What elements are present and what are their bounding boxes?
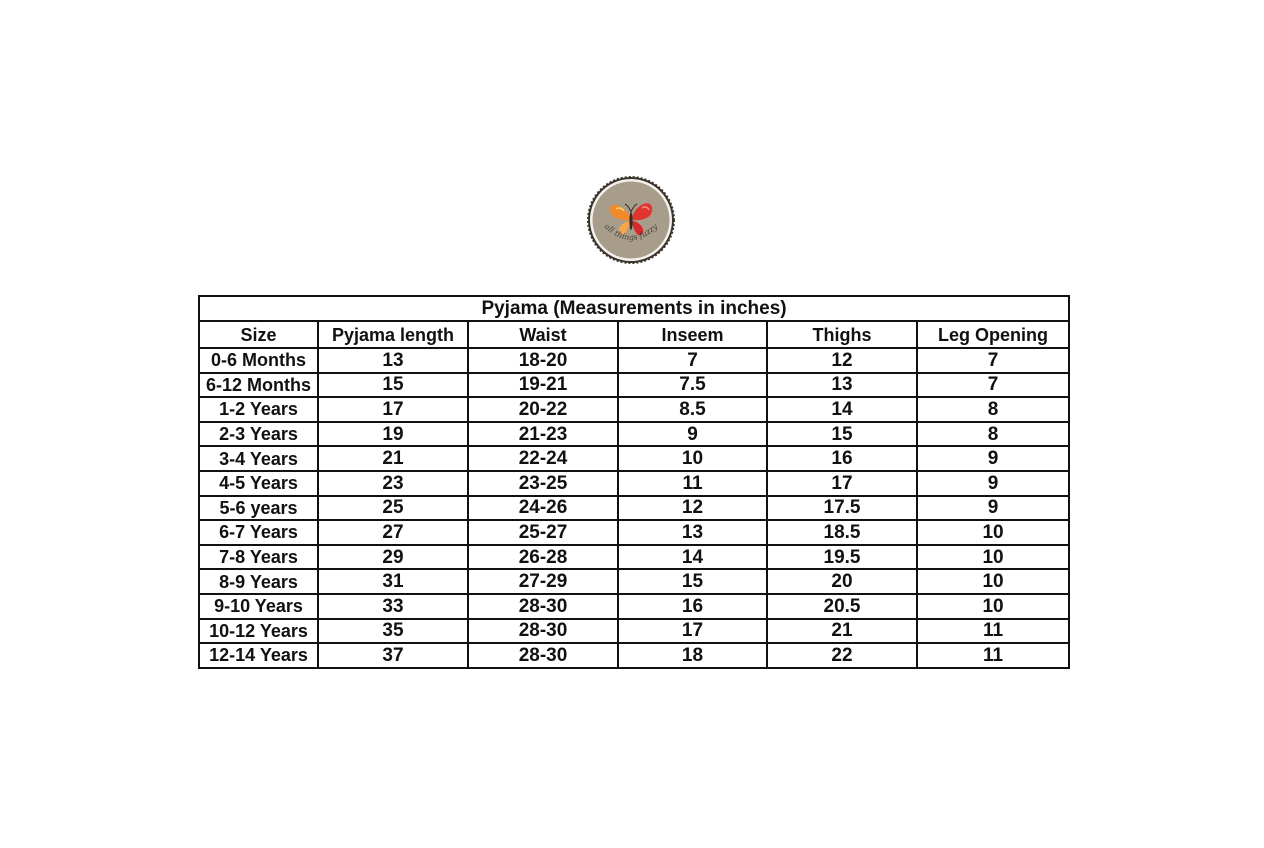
cell-pyjama-length: 13: [318, 348, 468, 373]
table-row: [199, 397, 1069, 422]
cell-waist: 26-28: [468, 545, 618, 570]
cell-thighs: 19.5: [767, 545, 917, 570]
cell-thighs: 13: [767, 373, 917, 398]
cell-thighs: 22: [767, 643, 917, 668]
cell-inseem: 12: [618, 496, 767, 521]
cell-leg-opening: 9: [917, 446, 1069, 471]
table-row: [199, 643, 1069, 668]
cell-size: 0-6 Months: [199, 348, 318, 373]
cell-pyjama-length: 31: [318, 569, 468, 594]
cell-size: 8-9 Years: [199, 569, 318, 594]
cell-pyjama-length: 15: [318, 373, 468, 398]
cell-size: 1-2 Years: [199, 397, 318, 422]
cell-inseem: 16: [618, 594, 767, 619]
cell-size: 3-4 Years: [199, 446, 318, 471]
column-header-inseem: Inseem: [618, 321, 767, 348]
cell-inseem: 13: [618, 520, 767, 545]
cell-inseem: 9: [618, 422, 767, 447]
cell-pyjama-length: 33: [318, 594, 468, 619]
butterfly-icon: [586, 175, 676, 265]
cell-pyjama-length: 29: [318, 545, 468, 570]
table-row: [199, 619, 1069, 644]
cell-leg-opening: 11: [917, 619, 1069, 644]
table-row: [199, 348, 1069, 373]
table-title-row: [199, 296, 1069, 321]
cell-thighs: 17: [767, 471, 917, 496]
table-row: [199, 446, 1069, 471]
table-title: Pyjama (Measurements in inches): [199, 296, 1069, 321]
cell-leg-opening: 10: [917, 569, 1069, 594]
cell-size: 6-7 Years: [199, 520, 318, 545]
cell-leg-opening: 8: [917, 397, 1069, 422]
cell-thighs: 17.5: [767, 496, 917, 521]
cell-size: 7-8 Years: [199, 545, 318, 570]
cell-pyjama-length: 23: [318, 471, 468, 496]
cell-thighs: 20: [767, 569, 917, 594]
cell-inseem: 7.5: [618, 373, 767, 398]
table-row: [199, 520, 1069, 545]
cell-leg-opening: 10: [917, 594, 1069, 619]
column-header-thighs: Thighs: [767, 321, 917, 348]
table-row: [199, 471, 1069, 496]
cell-leg-opening: 10: [917, 545, 1069, 570]
table-row: [199, 545, 1069, 570]
table-row: [199, 569, 1069, 594]
cell-pyjama-length: 27: [318, 520, 468, 545]
table-row: [199, 373, 1069, 398]
size-chart-table: [198, 295, 1070, 669]
table-row: [199, 422, 1069, 447]
cell-thighs: 20.5: [767, 594, 917, 619]
cell-waist: 24-26: [468, 496, 618, 521]
cell-inseem: 11: [618, 471, 767, 496]
cell-waist: 20-22: [468, 397, 618, 422]
cell-pyjama-length: 19: [318, 422, 468, 447]
cell-pyjama-length: 17: [318, 397, 468, 422]
cell-pyjama-length: 25: [318, 496, 468, 521]
cell-leg-opening: 10: [917, 520, 1069, 545]
cell-leg-opening: 9: [917, 471, 1069, 496]
cell-waist: 19-21: [468, 373, 618, 398]
cell-thighs: 15: [767, 422, 917, 447]
cell-size: 5-6 years: [199, 496, 318, 521]
table-body: [199, 348, 1069, 668]
column-header-leg-opening: Leg Opening: [917, 321, 1069, 348]
table-row: [199, 496, 1069, 521]
cell-leg-opening: 9: [917, 496, 1069, 521]
cell-pyjama-length: 37: [318, 643, 468, 668]
cell-thighs: 18.5: [767, 520, 917, 545]
cell-waist: 23-25: [468, 471, 618, 496]
cell-size: 6-12 Months: [199, 373, 318, 398]
cell-thighs: 12: [767, 348, 917, 373]
cell-inseem: 18: [618, 643, 767, 668]
cell-waist: 28-30: [468, 619, 618, 644]
cell-waist: 21-23: [468, 422, 618, 447]
cell-size: 9-10 Years: [199, 594, 318, 619]
column-header-size: Size: [199, 321, 318, 348]
cell-waist: 27-29: [468, 569, 618, 594]
cell-leg-opening: 7: [917, 348, 1069, 373]
cell-waist: 22-24: [468, 446, 618, 471]
cell-inseem: 7: [618, 348, 767, 373]
cell-size: 4-5 Years: [199, 471, 318, 496]
column-header-waist: Waist: [468, 321, 618, 348]
cell-leg-opening: 8: [917, 422, 1069, 447]
cell-inseem: 8.5: [618, 397, 767, 422]
cell-waist: 28-30: [468, 643, 618, 668]
brand-logo-text: all things fuzzy: [602, 221, 660, 243]
cell-inseem: 17: [618, 619, 767, 644]
cell-leg-opening: 11: [917, 643, 1069, 668]
cell-thighs: 21: [767, 619, 917, 644]
cell-size: 2-3 Years: [199, 422, 318, 447]
column-header-pyjama-length: Pyjama length: [318, 321, 468, 348]
cell-thighs: 16: [767, 446, 917, 471]
cell-inseem: 14: [618, 545, 767, 570]
cell-thighs: 14: [767, 397, 917, 422]
cell-waist: 18-20: [468, 348, 618, 373]
cell-size: 10-12 Years: [199, 619, 318, 644]
cell-inseem: 10: [618, 446, 767, 471]
cell-waist: 25-27: [468, 520, 618, 545]
cell-size: 12-14 Years: [199, 643, 318, 668]
table-header-row: [199, 321, 1069, 348]
cell-pyjama-length: 35: [318, 619, 468, 644]
cell-waist: 28-30: [468, 594, 618, 619]
cell-leg-opening: 7: [917, 373, 1069, 398]
cell-inseem: 15: [618, 569, 767, 594]
cell-pyjama-length: 21: [318, 446, 468, 471]
brand-logo: [586, 175, 676, 265]
table-row: [199, 594, 1069, 619]
